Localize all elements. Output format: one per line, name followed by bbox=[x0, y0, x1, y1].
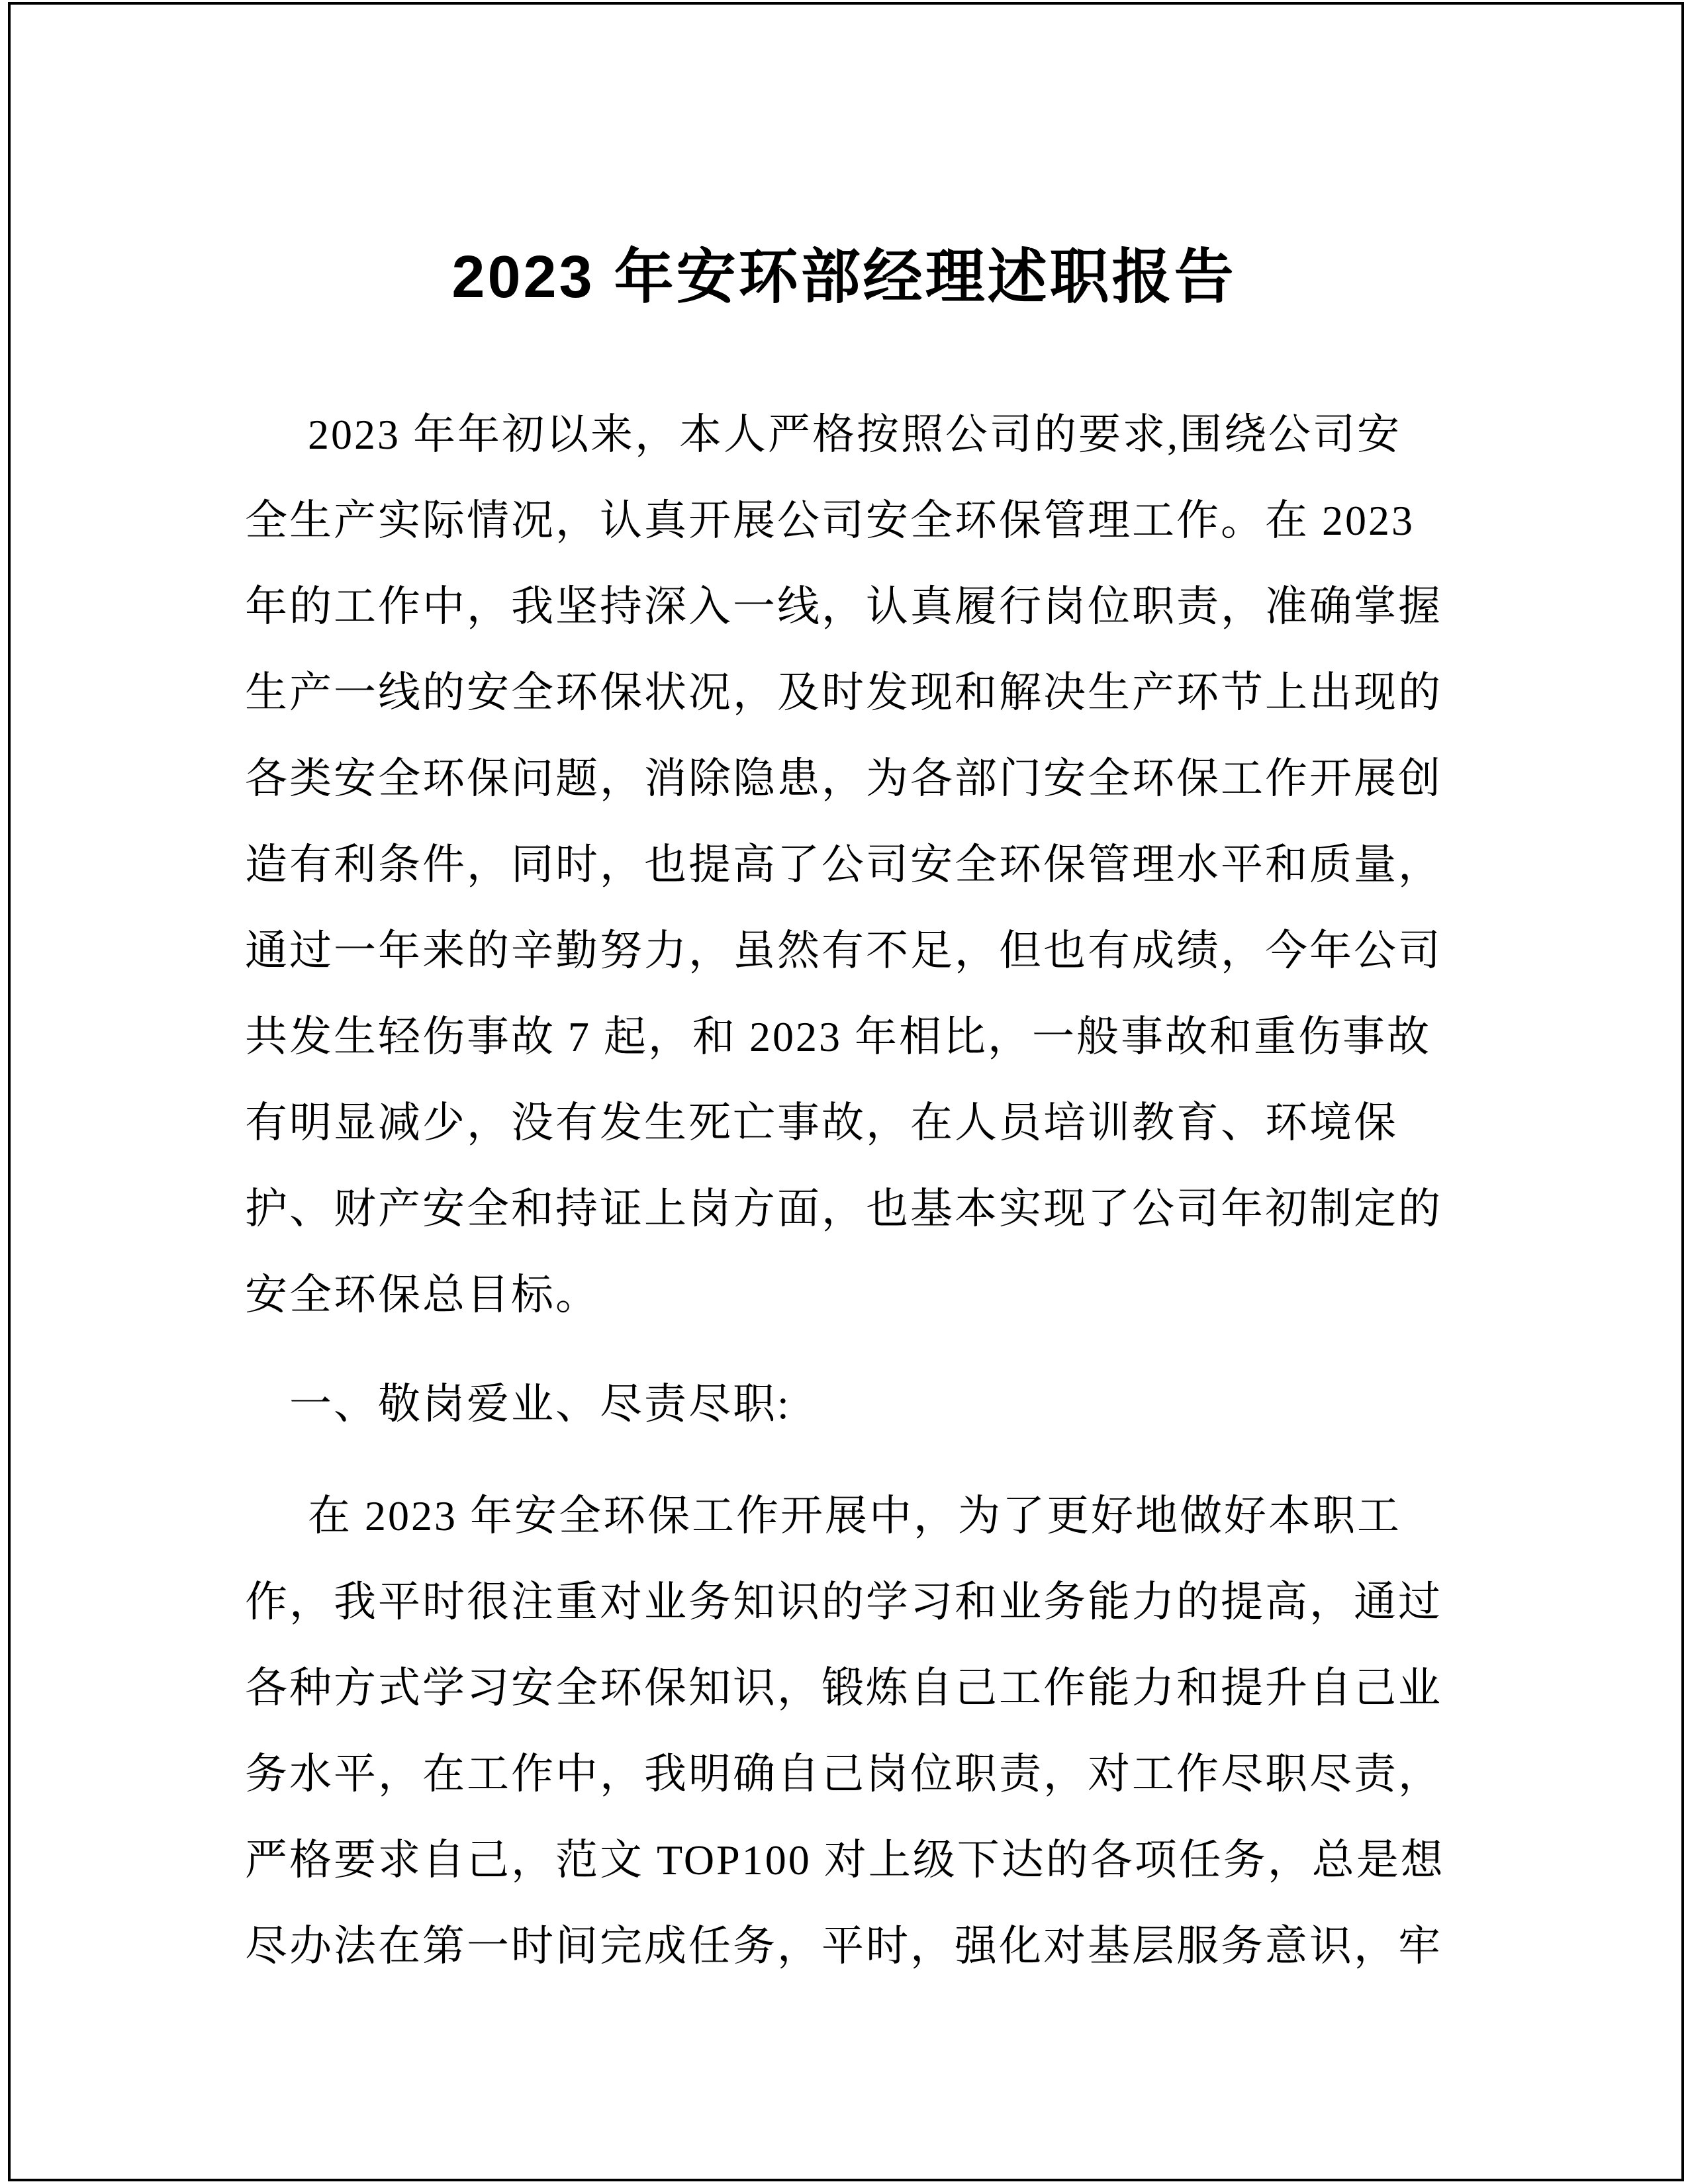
body-paragraph bbox=[245, 392, 1444, 1338]
text-line: 各类安全环保问题，消除隐患，为各部门安全环保工作开展创 bbox=[245, 755, 1442, 802]
text-line: 务水平，在工作中，我明确自己岗位职责，对工作尽职尽责， bbox=[245, 1751, 1442, 1797]
text-line: 作，我平时很注重对业务知识的学习和业务能力的提高，通过 bbox=[245, 1578, 1442, 1625]
text-line: 通过一年来的辛勤努力，虽然有不足，但也有成绩，今年公司 bbox=[245, 927, 1442, 974]
body-paragraph bbox=[245, 1473, 1444, 1989]
text-line: 安全环保总目标。 bbox=[245, 1271, 600, 1318]
text-line: 各种方式学习安全环保知识，锻炼自己工作能力和提升自己业 bbox=[245, 1664, 1442, 1711]
text-line: 在 2023 年安全环保工作开展中，为了更好地做好本职工 bbox=[308, 1492, 1401, 1539]
text-line: 全生产实际情况，认真开展公司安全环保管理工作。在 2023 bbox=[245, 497, 1415, 544]
document-body bbox=[245, 392, 1444, 1989]
text-line: 生产一线的安全环保状况，及时发现和解决生产环节上出现的 bbox=[245, 669, 1442, 716]
section-heading bbox=[245, 1361, 1444, 1447]
text-line: 尽办法在第一时间完成任务，平时，强化对基层服务意识，牢 bbox=[245, 1923, 1442, 1970]
text-line: 有明显减少，没有发生死亡事故，在人员培训教育、环境保 bbox=[245, 1099, 1398, 1146]
text-line: 年的工作中，我坚持深入一线，认真履行岗位职责，准确掌握 bbox=[245, 583, 1442, 630]
text-line: 2023 年年初以来，本人严格按照公司的要求,围绕公司安 bbox=[308, 411, 1401, 458]
text-line: 共发生轻伤事故 7 起，和 2023 年相比，一般事故和重伤事故 bbox=[245, 1013, 1431, 1060]
text-line: 护、财产安全和持证上岗方面，也基本实现了公司年初制定的 bbox=[245, 1185, 1442, 1232]
document-title: 2023 年安环部经理述职报告 bbox=[451, 244, 1237, 310]
text-line: 一、敬岗爱业、尽责尽职: bbox=[289, 1381, 791, 1428]
text-line: 造有利条件，同时，也提高了公司安全环保管理水平和质量， bbox=[245, 841, 1442, 888]
text-line: 严格要求自己，范文 TOP100 对上级下达的各项任务，总是想 bbox=[245, 1837, 1445, 1884]
